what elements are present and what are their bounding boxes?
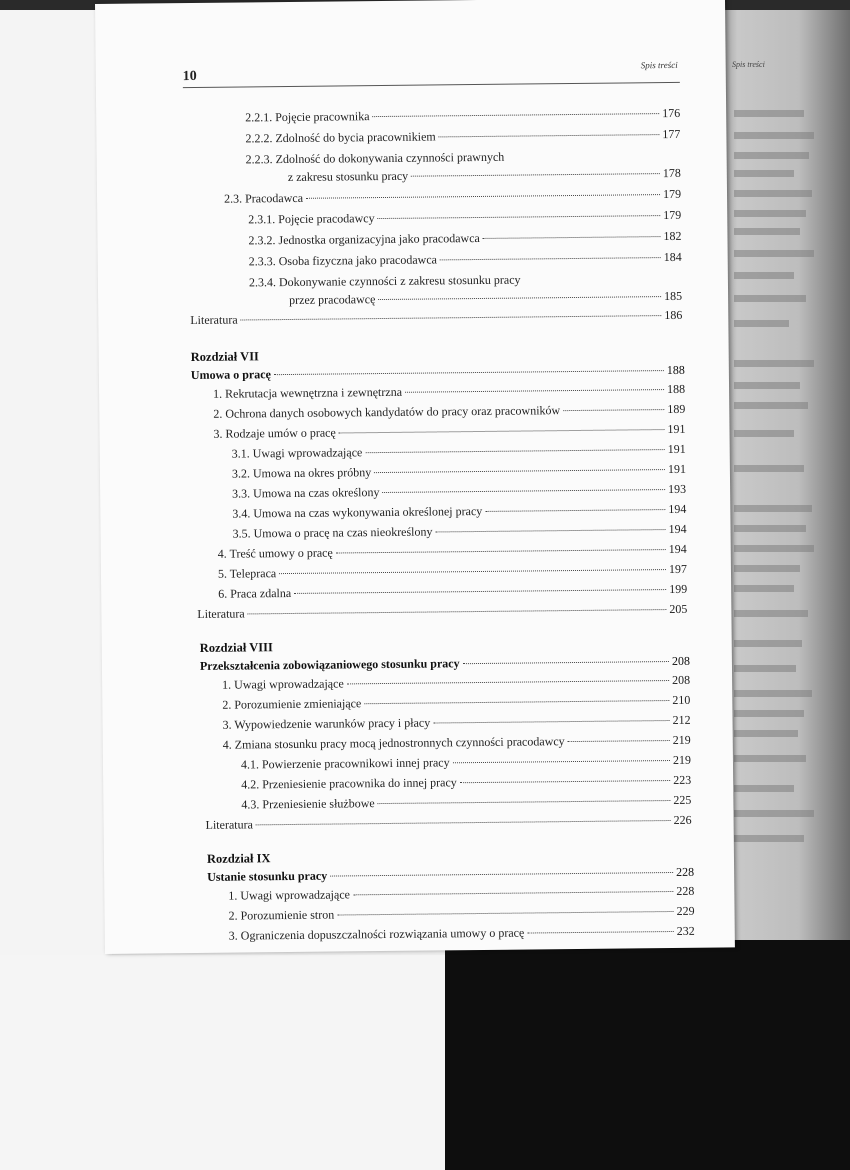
facing-page-text-line: [734, 755, 806, 762]
toc-page-number: 176: [662, 105, 681, 121]
toc-entry-label: 4. Treść umowy o pracę: [217, 545, 333, 561]
toc-page-number: 208: [672, 672, 691, 687]
facing-page-text-line: [734, 610, 808, 617]
facing-page-text-line: [734, 690, 812, 697]
toc-entry: [218, 582, 687, 601]
toc-entry: [232, 462, 686, 481]
toc-page-number: 191: [667, 441, 686, 457]
facing-page-text-line: [734, 320, 789, 327]
toc-page-number: 184: [663, 249, 682, 265]
toc-entry-label: 2. Porozumienie zmieniające: [222, 696, 362, 712]
toc-page-number: 219: [672, 752, 692, 767]
facing-page: [722, 10, 850, 940]
toc-entry-label: 2.3. Pracodawca: [223, 190, 304, 206]
running-head: Spis treści: [640, 59, 678, 71]
toc-page-number: 188: [666, 381, 686, 397]
toc-entry: [232, 502, 686, 521]
toc-entry-label: 2.3.4. Dokonywanie czynności z zakresu stosunku pracy: [248, 272, 521, 290]
toc-entry: [245, 106, 680, 125]
toc-entry: [213, 382, 685, 401]
page-number: 10: [182, 68, 197, 85]
toc-entry-label: 2.3.3. Osoba fizyczna jako pracodawca: [248, 252, 438, 269]
toc-page-number: 191: [667, 461, 686, 477]
toc-entry: [222, 673, 690, 692]
toc-page-number: 191: [667, 421, 686, 437]
toc-entry: [241, 793, 691, 812]
chapter-name: Przekształcenia zobowiązaniowego stosunku pracy: [199, 656, 460, 673]
facing-page-text-line: [734, 710, 804, 717]
toc-entry-label: 6. Praca zdalna: [218, 585, 292, 601]
toc-page-number: 177: [662, 126, 681, 142]
toc-page-number: 189: [667, 401, 686, 417]
toc-entry-label: 3. Wypowiedzenie warunków pracy i płacy: [222, 715, 431, 732]
toc-page-number: 223: [673, 772, 692, 787]
facing-page-text-line: [734, 730, 798, 737]
chapter-title-entry: [200, 654, 690, 673]
toc-entry: [246, 148, 681, 185]
toc-entry: [213, 402, 685, 421]
toc-entry: [222, 693, 690, 712]
toc-page-number: 179: [663, 207, 682, 223]
toc-entry: [248, 229, 681, 248]
facing-page-text-line: [734, 585, 794, 592]
toc-entry: [218, 562, 687, 581]
toc-entry: [206, 813, 692, 832]
facing-page-text-line: [734, 565, 800, 572]
toc-entry-label: 3.1. Uwagi wprowadzające: [231, 445, 363, 461]
toc-entry-label: 3. Rodzaje umów o pracę: [213, 425, 336, 441]
book-page: [95, 0, 735, 954]
toc-page-number: 182: [663, 228, 682, 244]
toc-entry: [249, 250, 682, 269]
toc-page-number: 219: [672, 732, 691, 747]
toc-entry-label: 3. Ograniczenia dopuszczalności rozwiązania umowy o pracę: [228, 925, 525, 943]
toc-page-number: 194: [668, 521, 687, 537]
toc-entry-label: 4.1. Powierzenie pracownikowi innej pracy: [240, 755, 450, 772]
toc-entry-label: 1. Uwagi wprowadzające: [222, 676, 344, 692]
facing-page-text-line: [734, 505, 812, 512]
toc-entry: [223, 733, 691, 752]
toc-entry-label: Literatura: [197, 606, 245, 621]
toc-entry: [229, 924, 695, 943]
toc-page-number: 186: [664, 307, 683, 323]
toc-entry: [232, 442, 686, 461]
toc-entry-label: 3.2. Umowa na okres próbny: [231, 465, 372, 481]
facing-page-text-line: [734, 250, 814, 257]
toc-entry-label: 1. Rekrutacja wewnętrzna i zewnętrzna: [213, 384, 403, 401]
toc-entry: [249, 271, 682, 308]
chapter-title-entry: [207, 865, 694, 884]
toc-page-number: 212: [672, 712, 691, 727]
toc-entry-label: 2.3.1. Pojęcie pracodawcy: [248, 211, 375, 227]
facing-page-text-line: [734, 152, 809, 159]
toc-page-number: 208: [671, 653, 690, 668]
chapter-heading: Rozdział VIII: [199, 640, 273, 655]
toc-entry-label: 1. Uwagi wprowadzające: [228, 887, 351, 903]
facing-page-text-line: [734, 465, 804, 472]
chapter-heading: Rozdział VII: [190, 349, 259, 365]
chapter-title-entry: [191, 363, 685, 382]
toc-entry: [222, 713, 690, 732]
toc-entry-label: 4.2. Przeniesienie pracownika do innej pracy: [241, 775, 457, 792]
toc-page-number: 228: [676, 883, 695, 898]
toc-page-number: 232: [676, 923, 695, 938]
chapter-name: Ustanie stosunku pracy: [207, 868, 328, 884]
toc-entry-label: 2. Porozumienie stron: [228, 907, 335, 923]
toc-page-number: 205: [669, 601, 688, 617]
toc-page-number: 193: [668, 481, 687, 497]
facing-page-text-line: [734, 665, 796, 672]
facing-page-text-line: [734, 835, 804, 842]
toc-entry-continuation: z zakresu stosunku pracy: [287, 168, 409, 184]
toc-entry: [232, 522, 686, 541]
toc-entry-label: Literatura: [190, 312, 238, 328]
facing-page-text-line: [734, 295, 806, 302]
facing-page-text-line: [734, 210, 806, 217]
toc-page-number: 194: [668, 541, 687, 557]
toc-page-number: 197: [668, 561, 688, 577]
toc-entry: [232, 482, 686, 501]
facing-page-text-line: [734, 810, 814, 817]
toc-page-number: 194: [668, 501, 687, 517]
toc-entry-label: 3.5. Umowa o pracę na czas nieokreślony: [232, 524, 433, 541]
toc-entry: [218, 542, 687, 561]
toc-entry: [228, 884, 694, 903]
facing-page-text-line: [734, 382, 800, 389]
facing-page-text-line: [734, 110, 804, 117]
toc-entry: [241, 773, 691, 792]
toc-entry-label: 2.2.2. Zdolność do bycia pracownikiem: [245, 129, 436, 146]
facing-page-text-line: [734, 272, 794, 279]
toc-page-number: 210: [672, 692, 691, 707]
toc-entry-label: Literatura: [205, 817, 253, 832]
toc-entry-label: 3.3. Umowa na czas określony: [232, 485, 380, 501]
toc-entry: [224, 187, 681, 206]
toc-entry-label: 5. Telepraca: [217, 566, 277, 581]
facing-page-text-line: [734, 402, 808, 409]
facing-page-text-line: [734, 430, 794, 437]
toc-page-number: 199: [669, 581, 688, 597]
facing-page-text-line: [734, 228, 800, 235]
toc-entry: [197, 602, 687, 621]
facing-page-running-head: Spis treści: [732, 60, 765, 69]
chapter-name: Umowa o pracę: [190, 367, 271, 383]
facing-page-text-line: [734, 360, 814, 367]
toc-entry-label: 4.3. Przeniesienie służbowe: [241, 796, 375, 812]
facing-page-text-line: [734, 132, 814, 139]
toc-entry: [248, 208, 681, 227]
facing-page-text-line: [734, 640, 802, 647]
toc-entry: [245, 127, 680, 146]
page-header: [183, 60, 680, 88]
facing-page-text-line: [734, 190, 812, 197]
toc-entry-label: 2.2.1. Pojęcie pracownika: [245, 109, 370, 125]
toc-page-number: 226: [673, 812, 692, 827]
toc-entry-continuation: przez pracodawcę: [289, 292, 376, 307]
toc-page-number: 228: [676, 864, 695, 879]
toc-page-number: 179: [662, 186, 682, 202]
chapter-heading: Rozdział IX: [206, 851, 271, 866]
facing-page-text-line: [734, 785, 794, 792]
toc-entry: [213, 422, 685, 441]
toc-entry-label: 2.2.3. Zdolność do dokonywania czynności prawnych: [245, 149, 505, 167]
facing-page-text-line: [734, 545, 814, 552]
toc-entry-label: 3.4. Umowa na czas wykonywania określonej pracy: [232, 503, 483, 521]
facing-page-text-line: [734, 525, 806, 532]
toc-page-number: 229: [676, 903, 695, 918]
toc-entry-label: 2.3.2. Jednostka organizacyjna jako pracodawca: [248, 230, 480, 248]
toc-entry-label: 2. Ochrona danych osobowych kandydatów do pracy oraz pracowników: [213, 403, 561, 421]
toc-page-number: 225: [673, 792, 692, 807]
toc-entry: [228, 904, 694, 923]
facing-page-text-line: [734, 170, 794, 177]
toc-page-number: 178: [662, 165, 681, 181]
toc-page-number: 185: [664, 288, 683, 304]
background-bottom-right: [445, 940, 850, 1170]
background-bottom-left: [0, 955, 445, 1170]
toc-entry-label: 4. Zmiana stosunku pracy mocą jednostronnych czynności pracodawcy: [222, 734, 565, 752]
toc-entry: [241, 753, 691, 772]
toc-entry: [190, 308, 682, 327]
toc-page-number: 188: [666, 362, 685, 378]
